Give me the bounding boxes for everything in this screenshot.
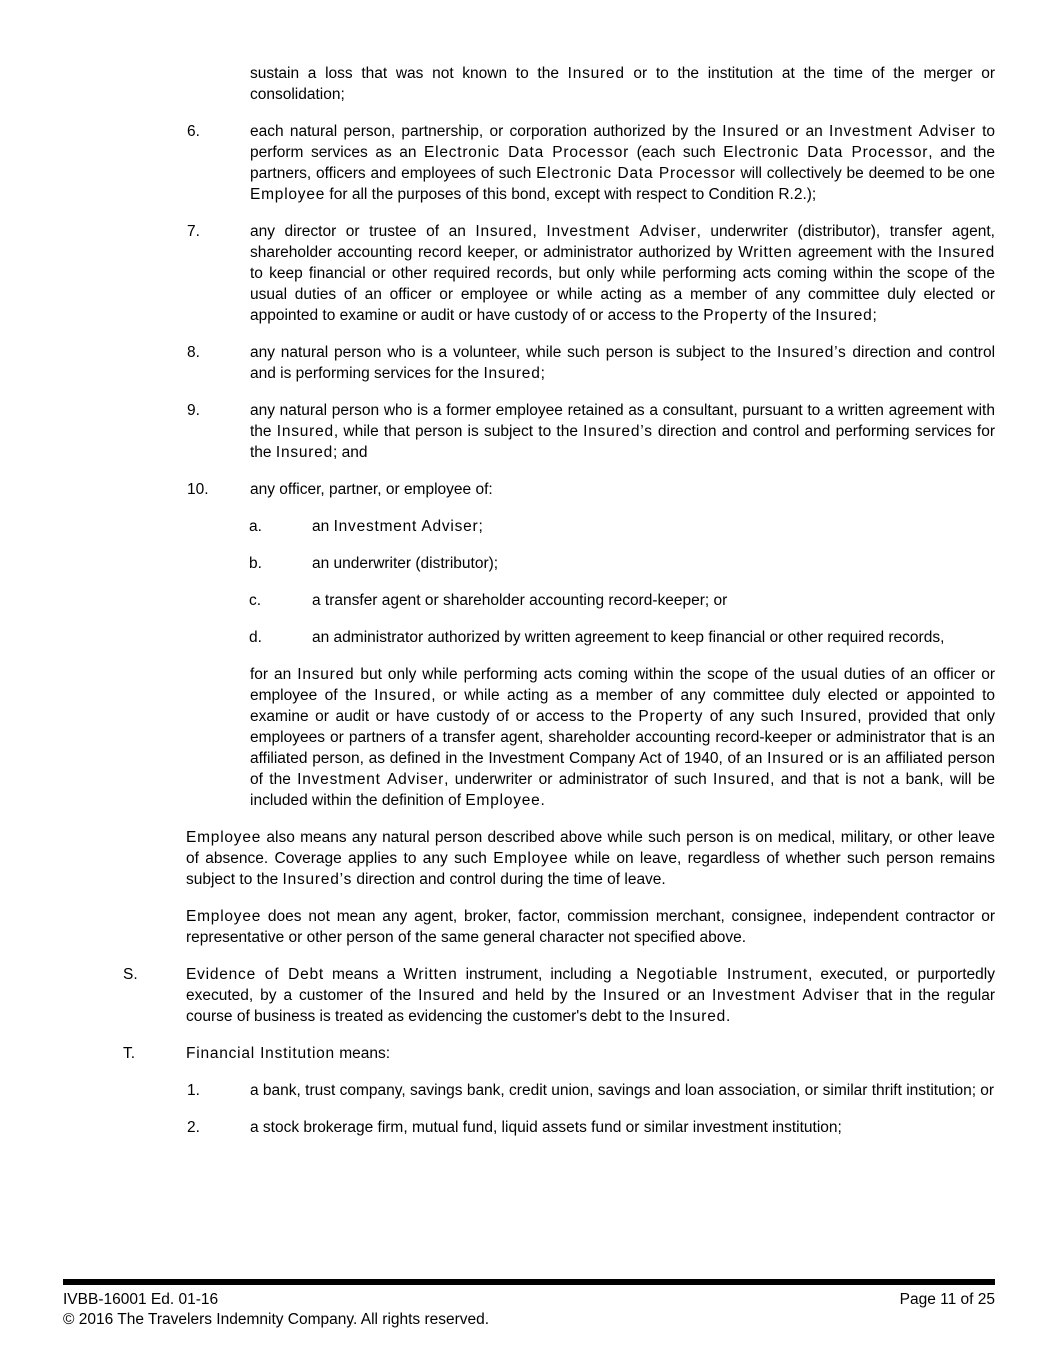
clause-8 bbox=[63, 342, 995, 384]
defined-term: Insured bbox=[937, 244, 995, 261]
text-segment: while on leave, regardless of whether such person remains subject to the bbox=[186, 850, 995, 888]
text-segment: or an bbox=[660, 987, 712, 1004]
clause-10 bbox=[63, 479, 995, 500]
defined-term: Insured bbox=[800, 708, 858, 725]
text-segment: , or while acting as a member of any committee duly elected or appointed to examine or audit or have custody of or access to the bbox=[250, 687, 995, 725]
defined-term: Property bbox=[703, 307, 768, 324]
text-segment: or is an affiliated person of the bbox=[250, 750, 995, 788]
text-segment: , underwriter (distributor), transfer agent, shareholder accounting record keeper, or administrator authorized by bbox=[250, 223, 995, 261]
page-footer bbox=[63, 1279, 995, 1330]
text-segment: each natural person, partnership, or corporation authorized by the bbox=[250, 123, 723, 140]
defined-term: Insured bbox=[722, 123, 780, 140]
footer-line bbox=[63, 1290, 995, 1310]
text-segment: of any such bbox=[703, 708, 801, 725]
text-segment: for an bbox=[250, 666, 298, 683]
text-segment: also means any natural person described above while such person is on medical, military, or other leave of absence. Coverage applies to any such bbox=[186, 829, 995, 867]
form-number: IVBB-16001 Ed. 01-16 bbox=[63, 1291, 219, 1308]
defined-term: Employee bbox=[186, 829, 262, 846]
defined-term: Electronic Data Processor bbox=[424, 144, 630, 161]
text-segment: ; bbox=[478, 518, 483, 535]
text-segment: for all the purposes of this bond, except with respect to Condition R.2.); bbox=[325, 186, 817, 203]
clause-10-d bbox=[63, 627, 995, 648]
text-segment: that in the regular course of business is treated as evidencing the customer's debt to the bbox=[186, 987, 995, 1025]
clause-5-continuation bbox=[63, 63, 995, 105]
text-segment: direction and control during the time of leave. bbox=[352, 871, 666, 888]
defined-term: Evidence of Debt bbox=[186, 966, 324, 983]
text-segment: direction and control and performing services for the bbox=[250, 423, 995, 461]
list-marker: 8. bbox=[187, 344, 200, 361]
clause-10-continuation bbox=[63, 664, 995, 811]
defined-term: Insured bbox=[602, 987, 661, 1004]
text-segment: any officer, partner, or employee of: bbox=[250, 481, 493, 498]
list-marker: 7. bbox=[187, 223, 200, 240]
text-segment: . bbox=[540, 792, 545, 809]
text-segment: , executed, or purportedly executed, by a customer of the bbox=[186, 966, 995, 1004]
clause-7 bbox=[63, 221, 995, 326]
list-marker: 1. bbox=[187, 1082, 200, 1099]
text-segment: agreement with the bbox=[792, 244, 938, 261]
section-t-financial-institution bbox=[63, 1043, 995, 1064]
footer-rule bbox=[63, 1279, 995, 1285]
defined-term: Insured bbox=[567, 65, 625, 82]
defined-term: Electronic Data Processor bbox=[723, 144, 929, 161]
text-segment: . bbox=[726, 1008, 731, 1025]
defined-term: Insured bbox=[275, 444, 333, 461]
defined-term: Insured’s bbox=[282, 871, 353, 888]
document-body bbox=[63, 63, 995, 1154]
text-segment: will collectively be deemed to be one bbox=[735, 165, 996, 182]
defined-term: Property bbox=[638, 708, 704, 725]
defined-term: Investment Adviser bbox=[711, 987, 860, 1004]
text-segment: sustain a loss that was not known to the bbox=[250, 65, 568, 82]
text-segment: to keep financial or other required records, but only while performing acts coming within the scope of the usual duties of an officer or employee or while acting as a member of any committee duly elected or appointed to examine or audit or have custody of or access to the bbox=[250, 265, 995, 324]
defined-term: Written bbox=[403, 966, 458, 983]
text-segment: ; and bbox=[332, 444, 368, 461]
list-marker: b. bbox=[249, 555, 262, 572]
list-marker: a. bbox=[249, 518, 262, 535]
text-segment: any natural person who is a former employee retained as a consultant, pursuant to a written agreement with the bbox=[250, 402, 995, 440]
defined-term: Employee bbox=[186, 908, 262, 925]
clause-10-c bbox=[63, 590, 995, 611]
defined-term: Insured bbox=[276, 423, 334, 440]
text-segment: instrument, including a bbox=[457, 966, 637, 983]
defined-term: Negotiable Instrument bbox=[636, 966, 808, 983]
defined-term: Insured bbox=[374, 687, 432, 704]
defined-term: Insured bbox=[483, 365, 541, 382]
list-marker: 9. bbox=[187, 402, 200, 419]
text-segment: does not mean any agent, broker, factor, commission merchant, consignee, independent contractor or representative or other person of the same general character not specified above. bbox=[186, 908, 995, 946]
defined-term: Insured bbox=[475, 223, 533, 240]
section-s-evidence-of-debt bbox=[63, 964, 995, 1027]
text-segment: an underwriter (distributor); bbox=[312, 555, 499, 572]
text-segment: a transfer agent or shareholder accounting record-keeper; or bbox=[312, 592, 728, 609]
clause-10-b bbox=[63, 553, 995, 574]
page-number: Page 11 of 25 bbox=[899, 1291, 995, 1308]
text-segment: , provided that only employees or partners of a transfer agent, shareholder accounting record-keeper or administrator that is an affiliated person, as defined in the Investment Company Act of 1940, of an bbox=[250, 708, 995, 767]
text-segment: ; bbox=[872, 307, 877, 324]
defined-term: Insured bbox=[668, 1008, 726, 1025]
defined-term: Employee bbox=[465, 792, 541, 809]
defined-term: Insured’s bbox=[776, 344, 847, 361]
defined-term: Insured bbox=[297, 666, 355, 683]
defined-term: Employee bbox=[250, 186, 326, 203]
defined-term: Investment Adviser bbox=[829, 123, 976, 140]
clause-6 bbox=[63, 121, 995, 205]
defined-term: Financial Institution bbox=[186, 1045, 335, 1062]
text-segment: an bbox=[312, 518, 334, 535]
text-segment: any natural person who is a volunteer, while such person is subject to the bbox=[250, 344, 777, 361]
defined-term: Insured’s bbox=[583, 423, 653, 440]
defined-term: Insured bbox=[815, 307, 873, 324]
defined-term: Insured bbox=[767, 750, 825, 767]
clause-10-a bbox=[63, 516, 995, 537]
text-segment: , and that is not a bank, will be included within the definition of bbox=[250, 771, 995, 809]
defined-term: Employee bbox=[493, 850, 569, 867]
text-segment: , while that person is subject to the bbox=[333, 423, 584, 440]
text-segment: or an bbox=[779, 123, 830, 140]
list-marker: T. bbox=[123, 1045, 136, 1062]
defined-term: Insured bbox=[418, 987, 476, 1004]
list-marker: c. bbox=[249, 592, 262, 609]
text-segment: and held by the bbox=[475, 987, 603, 1004]
text-segment: direction and control and is performing services for the bbox=[250, 344, 996, 382]
defined-term: Investment Adviser bbox=[546, 223, 697, 240]
list-marker: 2. bbox=[187, 1119, 200, 1136]
text-segment: to perform services as an bbox=[250, 123, 996, 161]
text-segment: means: bbox=[334, 1045, 391, 1062]
employee-also-means-paragraph bbox=[63, 827, 995, 890]
copyright-notice: © 2016 The Travelers Indemnity Company. All rights reserved. bbox=[63, 1311, 490, 1328]
text-segment: of the bbox=[768, 307, 816, 324]
section-t-item-2 bbox=[63, 1117, 995, 1138]
list-marker: 6. bbox=[187, 123, 200, 140]
text-segment: , underwriter or administrator of such bbox=[444, 771, 714, 788]
text-segment: , bbox=[532, 223, 547, 240]
text-segment: a bank, trust company, savings bank, credit union, savings and loan association, or similar thrift institution; or bbox=[250, 1082, 995, 1099]
text-segment: or to the institution at the time of the merger or consolidation; bbox=[250, 65, 995, 103]
employee-does-not-mean-paragraph bbox=[63, 906, 995, 948]
text-segment: (each such bbox=[629, 144, 724, 161]
section-t-item-1 bbox=[63, 1080, 995, 1101]
text-segment: means a bbox=[323, 966, 404, 983]
text-segment: , and the partners, officers and employees of such bbox=[250, 144, 996, 182]
defined-term: Electronic Data Processor bbox=[536, 165, 736, 182]
defined-term: Insured bbox=[713, 771, 771, 788]
text-segment: ; bbox=[540, 365, 545, 382]
list-marker: d. bbox=[249, 629, 262, 646]
clause-9 bbox=[63, 400, 995, 463]
defined-term: Investment Adviser bbox=[297, 771, 445, 788]
defined-term: Written bbox=[738, 244, 793, 261]
list-marker: S. bbox=[123, 966, 138, 983]
text-segment: a stock brokerage firm, mutual fund, liquid assets fund or similar investment institution; bbox=[250, 1119, 842, 1136]
text-segment: but only while performing acts coming within the scope of the usual duties of an officer or employee of the bbox=[250, 666, 995, 704]
text-segment: an administrator authorized by written agreement to keep financial or other required records, bbox=[312, 629, 945, 646]
text-segment: any director or trustee of an bbox=[250, 223, 476, 240]
list-marker: 10. bbox=[187, 481, 209, 498]
defined-term: Investment Adviser bbox=[333, 518, 479, 535]
